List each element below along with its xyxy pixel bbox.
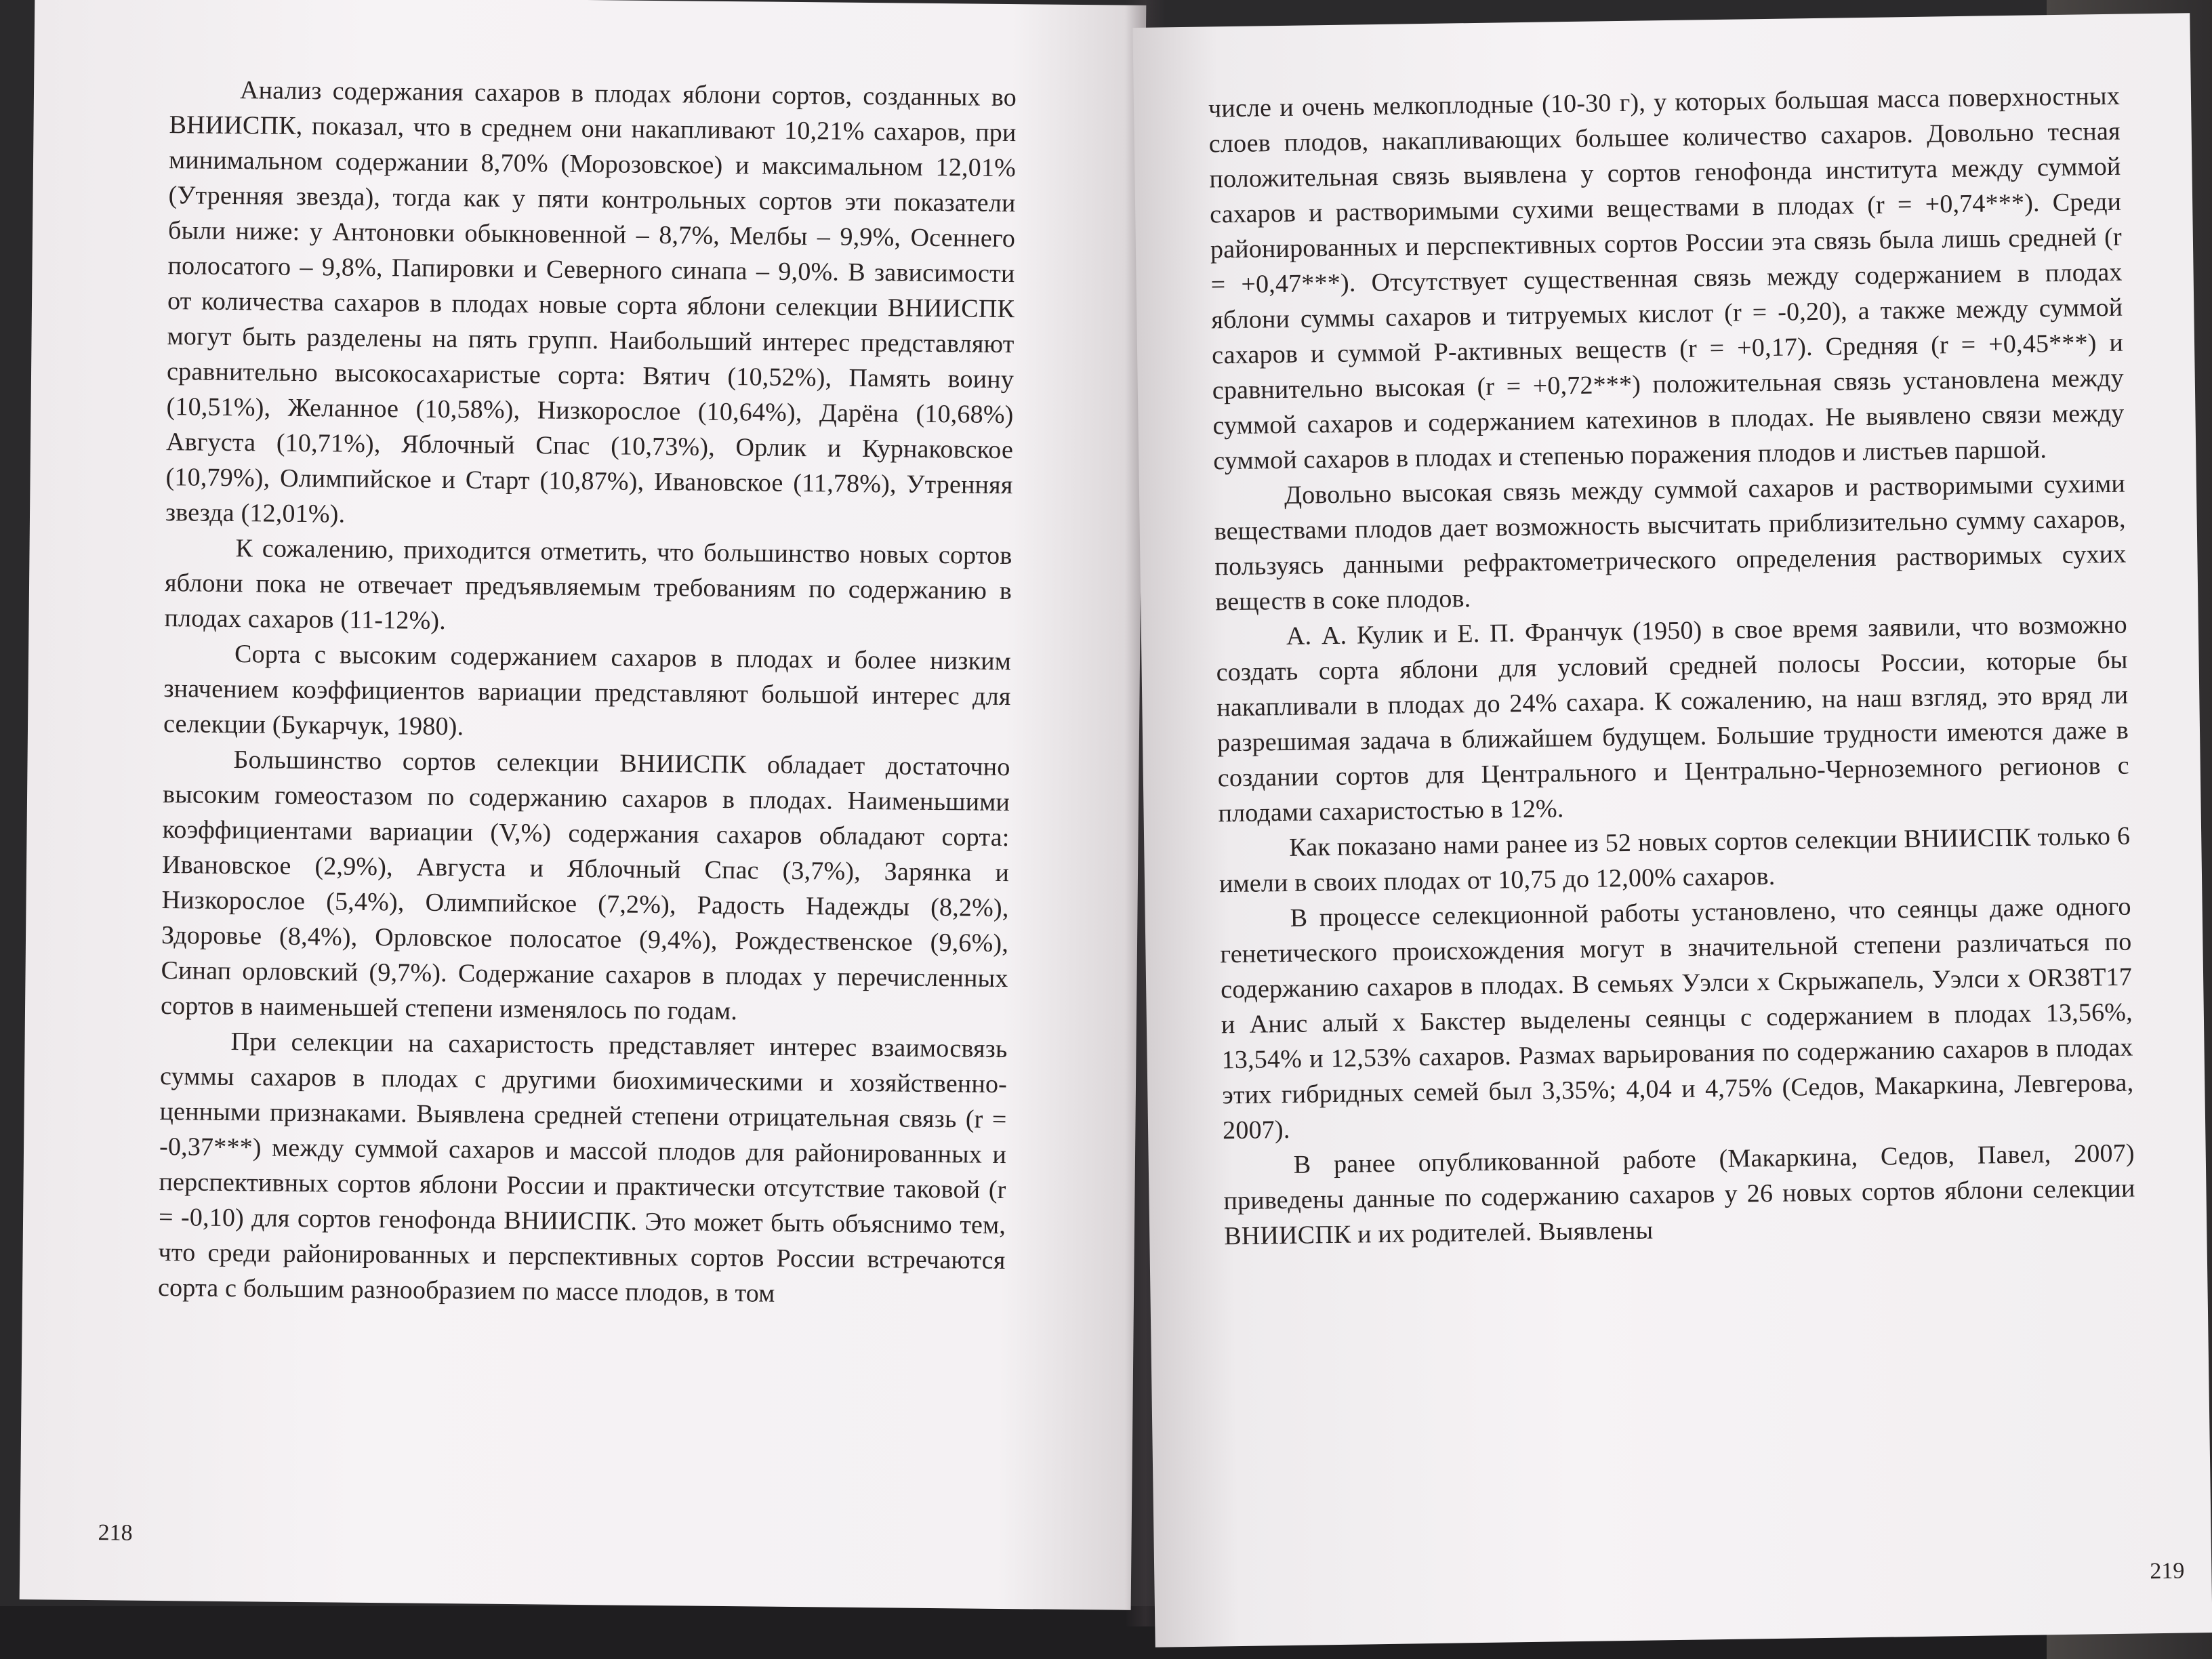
paragraph: А. А. Кулик и Е. П. Франчук (1950) в свое время заявили, что возможно создать сорта яблони для условий средней полосы России, которые бы накапливали в плодах до 24% сахара. К сожалению, на наш взгляд, это вряд ли разрешимая задача в ближайшем будущем. Большие трудности имеются даже в создании сортов для Центрального и Центрально-Черноземного регионов с плодами сахаристостью в 12%.	[1216, 610, 2130, 828]
paragraph: Сорта с высоким содержанием сахаров в плодах и более низким значением коэффициентов вариации представляют большой интерес для селекции (Букарчук, 1980).	[163, 640, 1012, 741]
paragraph: В процессе селекционной работы установлено, что сеянцы даже одного генетического происхождения могут в значительной степени различаться по содержанию сахаров в плодах. В семьях Уэлси х Скрыжапель, Уэлси х OR38T17 и Анис алый х Бакстер выделены сеянцы с содержанием в плодах 13,56%, 13,54% и 12,53% сахаров. Размах варьирования по содержанию сахаров в плодах этих гибридных семей был 3,35%; 4,04 и 4,75% (Седов, Макаркина, Левгерова, 2007).	[1220, 892, 2134, 1145]
paragraph: При селекции на сахаристость представляет интерес взаимосвязь суммы сахаров в плодах с другими биохимическими и хозяйственно-ценными признаками. Выявлена средней степени отрицательная связь (r = -0,37***) между суммой сахаров и массой плодов для районированных и перспективных сортов яблони России и практически отсутствие таковой (r = -0,10) для сортов генофонда ВНИИСПК. Это может быть объяснимо тем, что среди районированных и перспективных сортов России встречаются сорта с большим разнообразием по массе плодов, в том	[157, 1027, 1008, 1308]
left-page	[20, 0, 1147, 1610]
paragraph: Довольно высокая связь между суммой сахаров и растворимыми сухими веществами плодов дает возможность высчитать приблизительно сумму сахаров, пользуясь данными рефрактометрического определения растворимых сухих веществ в соке плодов.	[1214, 469, 2127, 617]
page-number: 218	[98, 1520, 133, 1546]
paragraph: В ранее опубликованной работе (Макаркина, Седов, Павел, 2007) приведены данные по содержанию сахаров у 26 новых сортов яблони селекции ВНИИСПК и их родителей. Выявлены	[1223, 1139, 2135, 1251]
paragraph: Анализ содержания сахаров в плодах яблони сортов, созданных во ВНИИСПК, показал, что в среднем они накапливают 10,21% сахаров, при минимальном содержании 8,70% (Морозовское) и максимальном 12,01% (Утренняя звезда), тогда как у пяти контрольных сортов эти показатели были ниже: у Антоновки обыкновенной – 8,7%, Мелбы – 9,9%, Осеннего полосатого – 9,8%, Папировки и Северного синапа – 9,0%. В зависимости от количества сахаров в плодах новые сорта яблони селекции ВНИИСПК могут быть разделены на пять групп. Наибольший интерес представляют сравнительно высокосахаристые сорта: Вятич (10,52%), Память воину (10,51%), Желанное (10,58%), Низкорослое (10,64%), Дарёна (10,68%) Августа (10,71%), Яблочный Спас (10,73%), Орлик и Курнаковское (10,79%), Олимпийское и Старт (10,87%), Ивановское (11,78%), Утренняя звезда (12,01%).	[165, 76, 1017, 529]
paragraph: К сожалению, приходится отметить, что большинство новых сортов яблони пока не отвечает предъявляемым требованиям по содержанию в плодах сахаров (11-12%).	[164, 534, 1012, 636]
paragraph: Как показано нами ранее из 52 новых сортов селекции ВНИИСПК только 6 имели в своих плодах от 10,75 до 12,00% сахаров.	[1218, 821, 2131, 899]
paragraph: числе и очень мелкоплодные (10-30 г), у которых большая масса поверхностных слоев плодов, накапливающих большее количество сахаров. Довольно тесная положительная связь выявлена у сортов генофонда института между суммой сахаров и растворимыми сухими веществами в плодах (r = +0,74***). Среди районированных и перспективных сортов России эта связь была лишь средней (r = +0,47***). Отсутствует существенная связь между содержанием в плодах яблони суммы сахаров и титруемых кислот (r = -0,20), а также между суммой сахаров и суммой Р-активных веществ (r = +0,17). Средняя (r = +0,45***) и сравнительно высокая (r = +0,72***) положительная связь установлена между суммой сахаров и содержанием катехинов в плодах. Не выявлено связи между суммой сахаров в плодах и степенью поражения плодов и листьев паршой.	[1208, 81, 2125, 476]
right-page	[1132, 13, 2212, 1647]
paragraph: Большинство сортов селекции ВНИИСПК обладает достаточно высоким гомеостазом по содержанию сахаров в плодах. Наименьшими коэффициентами вариации (V,%) содержания сахаров обладают сорта: Ивановское (2,9%), Августа и Яблочный Спас (3,7%), Зарянка и Низкорослое (5,4%), Олимпийское (7,2%), Радость Надежды (8,2%), Здоровье (8,4%), Орловское полосатое (9,4%), Рождественское (9,6%), Синап орловский (9,7%). Содержание сахаров в плодах у перечисленных сортов в наименьшей степени изменялось по годам.	[160, 745, 1010, 1026]
page-number: 219	[2150, 1558, 2185, 1584]
